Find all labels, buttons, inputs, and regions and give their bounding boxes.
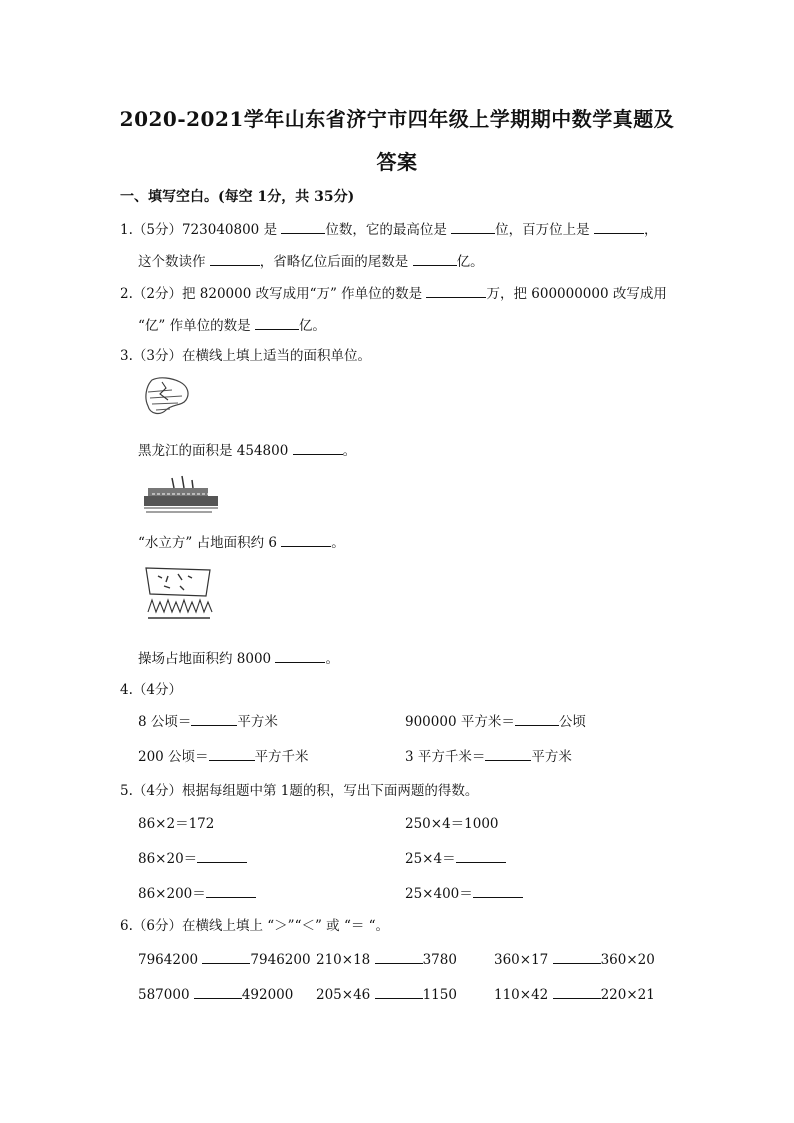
q2-text-b: 万，把 600000000 改写成用 — [486, 286, 667, 302]
question-5-item — [138, 882, 256, 902]
q1-text-c: 位，百万位上是 — [495, 222, 594, 238]
answer-blank[interactable] — [375, 950, 423, 964]
q2-text-a: 2.（2分）把 820000 改写成用“万” 作单位的数是 — [120, 286, 427, 302]
answer-blank[interactable] — [553, 985, 601, 999]
q4-text: 8 公顷＝ — [138, 714, 192, 730]
page-title-line2: 答案 — [376, 150, 418, 174]
q5-text: 86×200＝ — [138, 886, 206, 902]
answer-blank[interactable] — [515, 712, 559, 726]
water-cube-image — [142, 474, 220, 516]
q6-right: 220×21 — [600, 987, 655, 1003]
q4-text: 900000 平方米＝ — [405, 714, 515, 730]
q6-left: 360×17 — [494, 952, 553, 968]
q6-left: 210×18 — [316, 952, 375, 968]
q6-right: 3780 — [422, 952, 457, 968]
q4-unit: 平方千米 — [254, 749, 309, 765]
q1-text-d: ， — [643, 222, 658, 238]
question-5-item — [405, 847, 506, 867]
q5-text: 86×20＝ — [138, 851, 198, 867]
answer-blank[interactable] — [473, 884, 523, 898]
answer-blank[interactable] — [413, 252, 457, 266]
answer-blank[interactable] — [553, 950, 601, 964]
answer-blank[interactable] — [197, 849, 247, 863]
page-title: 2020-2021学年山东省济宁市四年级上学期期中数学真题及 — [119, 107, 675, 131]
answer-blank[interactable] — [209, 747, 255, 761]
q1-text-b: 位数，它的最高位是 — [325, 222, 452, 238]
q1-text-e: 这个数读作 — [138, 254, 210, 270]
question-5-item: 250×4＝1000 — [405, 816, 499, 832]
answer-blank[interactable] — [281, 220, 325, 234]
q3-text-s3: 操场占地面积约 8000 — [138, 651, 276, 667]
q6-right: 360×20 — [600, 952, 655, 968]
q6-left: 7964200 — [138, 952, 203, 968]
q5-text: 25×4＝ — [405, 851, 456, 867]
answer-blank[interactable] — [206, 884, 256, 898]
answer-blank[interactable] — [210, 252, 260, 266]
answer-blank[interactable] — [255, 316, 299, 330]
question-2-line2 — [138, 314, 326, 334]
q4-unit: 公顷 — [558, 714, 586, 730]
q3-end: 。 — [331, 535, 345, 551]
q3-text-s2: “水立方” 占地面积约 6 — [138, 535, 282, 551]
question-6-head: 6.（6分）在横线上填上 “＞”“＜” 或 “＝ “。 — [120, 918, 390, 934]
q2-text-c: “亿” 作单位的数是 — [138, 318, 255, 334]
q4-text: 3 平方千米＝ — [405, 749, 486, 765]
question-4-head: 4.（4分） — [120, 682, 182, 698]
q3-end: 。 — [342, 443, 357, 459]
q6-left: 205×46 — [316, 987, 375, 1003]
q6-left: 110×42 — [494, 987, 553, 1003]
question-4-item-4 — [405, 745, 572, 765]
q6-left: 587000 — [138, 987, 194, 1003]
answer-blank[interactable] — [194, 985, 242, 999]
question-5-item — [138, 847, 247, 867]
answer-blank[interactable] — [281, 533, 331, 547]
question-3-item-1 — [138, 439, 356, 459]
heilongjiang-map-image — [142, 374, 194, 422]
answer-blank[interactable] — [426, 284, 486, 298]
question-6-item — [494, 950, 655, 968]
question-3-intro: 3.（3分）在横线上填上适当的面积单位。 — [120, 348, 371, 364]
answer-blank[interactable] — [451, 220, 495, 234]
question-4-item-1 — [138, 710, 278, 730]
question-6-item — [316, 950, 457, 968]
question-3-item-3 — [138, 647, 339, 667]
answer-blank[interactable] — [485, 747, 531, 761]
q3-end: 。 — [325, 651, 339, 667]
question-2-line1 — [120, 282, 667, 302]
question-6-item — [138, 950, 311, 968]
question-4-item-2 — [405, 710, 586, 730]
q4-text: 200 公顷＝ — [138, 749, 209, 765]
question-5-item: 86×2＝172 — [138, 816, 215, 832]
answer-blank[interactable] — [293, 441, 343, 455]
answer-blank[interactable] — [594, 220, 644, 234]
section-heading: 一、填写空白。(每空 1分，共 35分) — [120, 189, 355, 205]
question-6-item — [138, 985, 293, 1003]
q1-text-a: 1.（5分）723040800 是 — [120, 222, 282, 238]
q3-text-s1: 黑龙江的面积是 454800 — [138, 443, 293, 459]
q6-right: 492000 — [241, 987, 294, 1003]
answer-blank[interactable] — [202, 950, 250, 964]
question-5-item — [405, 882, 523, 902]
question-5-head: 5.（4分）根据每组题中第 1题的积，写出下面两题的得数。 — [120, 783, 479, 799]
question-1-line1 — [120, 218, 657, 238]
answer-blank[interactable] — [375, 985, 423, 999]
question-1-line2 — [138, 250, 484, 270]
q1-text-g: 亿。 — [456, 254, 484, 270]
q4-unit: 平方米 — [531, 749, 572, 765]
answer-blank[interactable] — [191, 712, 237, 726]
playground-image — [144, 566, 214, 628]
question-4-item-3 — [138, 745, 309, 765]
answer-blank[interactable] — [275, 649, 325, 663]
q5-text: 25×400＝ — [405, 886, 473, 902]
q6-right: 7946200 — [250, 952, 311, 968]
q2-text-d: 亿。 — [298, 318, 326, 334]
answer-blank[interactable] — [456, 849, 506, 863]
q1-text-f: ，省略亿位后面的尾数是 — [259, 254, 413, 270]
q4-unit: 平方米 — [237, 714, 278, 730]
question-3-item-2 — [138, 531, 345, 551]
question-6-item — [316, 985, 457, 1003]
question-6-item — [494, 985, 655, 1003]
q6-right: 1150 — [422, 987, 457, 1003]
